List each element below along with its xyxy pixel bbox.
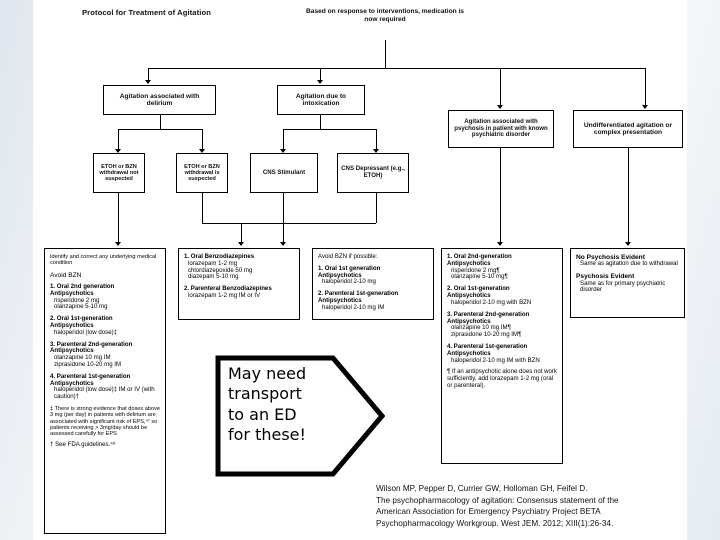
arrow-branch4 bbox=[642, 105, 648, 109]
delirium-footnote-2: † See FDA guidelines.⁴⁸ bbox=[50, 441, 116, 449]
branch-box-intoxication[interactable] bbox=[277, 85, 365, 115]
branch-box-psychosis[interactable] bbox=[448, 110, 554, 148]
treatment-box-delirium[interactable] bbox=[44, 248, 166, 534]
connector-to-treat1 bbox=[118, 193, 119, 244]
connector-delirium-split bbox=[118, 129, 202, 130]
connector-to-treat4 bbox=[500, 148, 501, 244]
psych-item-1-class: Antipsychotics bbox=[447, 259, 491, 267]
arrow-treat1 bbox=[115, 242, 121, 246]
callout-transport[interactable] bbox=[215, 355, 385, 477]
withdrawal-item-2-drug-1: lorazepam 1-2 mg IM or IV bbox=[188, 292, 261, 300]
delirium-item-1-num: 1. Oral 2nd generation bbox=[50, 282, 115, 290]
delirium-item-1-drug-2: olanzapine 5-10 mg bbox=[54, 303, 108, 311]
branch-box-delirium[interactable] bbox=[103, 85, 216, 115]
callout-line-4: for these! bbox=[228, 425, 306, 445]
psych-item-3-drug-1: olanzapine 10 mg IM¶ bbox=[451, 324, 511, 332]
treatment-box-psychiatric[interactable] bbox=[441, 248, 563, 464]
delirium-item-3-class: Antipsychotics bbox=[50, 347, 94, 355]
connector-to-treat5 bbox=[628, 148, 629, 244]
undiff-group-2-head: Psychosis Evident bbox=[576, 273, 635, 281]
arrow-branch1 bbox=[145, 80, 151, 84]
connector-sub1 bbox=[118, 129, 119, 150]
citation-line-4: Psychopharmacology Workgroup. West JEM. 2012; XIII(1):26-34. bbox=[376, 518, 614, 528]
stimulant-item-2-class: Antipsychotics bbox=[318, 297, 362, 305]
connector-sub2 bbox=[202, 129, 203, 150]
delirium-avoid: Avoid BZN bbox=[50, 271, 82, 279]
callout-line-1: May need bbox=[228, 364, 307, 383]
arrow-treat3 bbox=[280, 242, 286, 246]
connector-sub3 bbox=[283, 129, 284, 150]
arrow-treat4 bbox=[497, 242, 503, 246]
connector-to-treat2 bbox=[241, 223, 242, 244]
connector-branch4 bbox=[645, 68, 646, 106]
connector-sub4-down bbox=[376, 193, 377, 223]
connector-to-treat3 bbox=[283, 193, 284, 244]
delirium-item-2-class: Antipsychotics bbox=[50, 321, 94, 329]
branch-label-psychosis: Agitation associated with psychosis in patient with known psychiatric disorder bbox=[454, 117, 548, 139]
psych-item-3-drug-2: ziprasidone 10-20 mg IM¶ bbox=[451, 331, 522, 339]
connector-branch3 bbox=[500, 68, 501, 106]
delirium-item-3-num: 3. Parenteral 2nd-generation bbox=[50, 340, 133, 348]
connector-sub2-down bbox=[202, 193, 203, 223]
psych-footnote-1: ¶ If an antipsychotic alone does not work sufficiently, add lorazepam 1-2 mg (oral or parenteral). bbox=[447, 368, 557, 389]
connector-delirium-down bbox=[160, 115, 161, 129]
subbranch-label-etoh-not-suspected: ETOH or BZN withdrawal not suspected bbox=[99, 163, 139, 183]
psych-item-4-drug-1: haloperidol 2-10 mg IM with BZN bbox=[451, 356, 540, 364]
callout-text bbox=[228, 364, 340, 446]
delirium-item-1-drug-1: risperidone 2 mg bbox=[54, 296, 100, 304]
delirium-item-4-class: Antipsychotics bbox=[50, 379, 94, 387]
psych-item-3-num: 3. Parenteral 2nd-generation bbox=[447, 310, 530, 318]
stimulant-item-2-drug-1: haloperidol 2-10 mg IM bbox=[322, 303, 385, 311]
undiff-group-1-body: Same as agitation due to withdrawal bbox=[580, 260, 678, 268]
arrow-treat2 bbox=[238, 242, 244, 246]
connector-withdrawal-merge bbox=[202, 223, 376, 224]
flow-entry-note: Based on response to interventions, medication is now required bbox=[306, 8, 464, 24]
withdrawal-item-1-drug-2: chlordiazepoxide 50 mg bbox=[188, 266, 253, 274]
withdrawal-item-1-num: 1. Oral Benzodiazepines bbox=[184, 253, 255, 260]
delirium-item-4-num: 4. Parenteral 1st-generation bbox=[50, 372, 131, 380]
branch-label-intoxication: Agitation due to intoxication bbox=[295, 92, 347, 107]
citation-line-2: The psychopharmacology of agitation: Consensus statement of the bbox=[376, 495, 619, 505]
subbranch-box-cns-stimulant[interactable] bbox=[250, 153, 318, 193]
psych-item-4-class: Antipsychotics bbox=[447, 349, 491, 357]
citation bbox=[376, 483, 696, 530]
subbranch-label-etoh-suspected: ETOH or BZN withdrawal is suspected bbox=[184, 163, 220, 183]
stimulant-item-2-num: 2. Parenteral 1st-generation bbox=[318, 290, 399, 298]
branch-box-undifferentiated[interactable] bbox=[573, 110, 683, 148]
arrow-branch2 bbox=[317, 80, 323, 84]
connector-entry-down bbox=[385, 40, 386, 68]
psych-item-2-drug-1: haloperidol 2-10 mg with BZN bbox=[451, 298, 532, 306]
delirium-item-1-class: Antipsychotics bbox=[50, 289, 94, 297]
stimulant-intro: Avoid BZN if possible: bbox=[318, 253, 378, 260]
psych-item-4-num: 4. Parenteral 1st-generation bbox=[447, 342, 528, 350]
treatment-box-stimulant[interactable] bbox=[312, 248, 434, 320]
stimulant-item-1-num: 1. Oral 1st generation bbox=[318, 264, 381, 272]
psych-item-1-num: 1. Oral 2nd-generation bbox=[447, 253, 512, 260]
subbranch-box-cns-depressant[interactable] bbox=[337, 153, 409, 193]
psych-item-1-drug-2: olanzapine 5-10 mg¶ bbox=[451, 273, 508, 281]
withdrawal-item-1-drug-1: lorazepam 1-2 mg bbox=[188, 259, 238, 267]
treatment-box-withdrawal[interactable] bbox=[178, 248, 300, 320]
connector-intox-split bbox=[283, 129, 376, 130]
undiff-group-1-head: No Psychosis Evident bbox=[576, 254, 645, 261]
stimulant-item-1-drug-1: haloperidol 2-10 mg bbox=[322, 278, 376, 286]
delirium-intro: Identify and correct any underlying medical condition bbox=[50, 254, 157, 267]
delirium-item-4-drug-1: haloperidol (low dose)‡ IM or IV (with caution)† bbox=[54, 386, 155, 401]
subbranch-label-cns-depressant: CNS Depressant (e.g., ETOH) bbox=[341, 165, 405, 179]
callout-line-2: transport bbox=[228, 384, 302, 404]
psych-item-2-num: 2. Oral 1st-generation bbox=[447, 285, 510, 293]
delirium-item-2-drug-1: haloperidol (low dose)‡ bbox=[54, 328, 118, 336]
delirium-item-2-num: 2. Oral 1st-generation bbox=[50, 315, 113, 323]
psych-item-3-class: Antipsychotics bbox=[447, 317, 491, 325]
subbranch-box-etoh-suspected[interactable] bbox=[176, 153, 228, 193]
arrow-branch3 bbox=[497, 105, 503, 109]
withdrawal-item-1-drug-3: diazepam 5-10 mg bbox=[188, 273, 239, 281]
connector-distributor bbox=[148, 68, 645, 69]
connector-sub4 bbox=[376, 129, 377, 150]
connector-intox-down bbox=[320, 115, 321, 129]
callout-line-3: to an ED bbox=[228, 404, 297, 424]
branch-label-undifferentiated: Undifferentiated agitation or complex presentation bbox=[583, 121, 673, 136]
arrow-treat5 bbox=[625, 242, 631, 246]
delirium-item-3-drug-1: olanzapine 10 mg IM bbox=[54, 354, 111, 362]
treatment-box-undifferentiated[interactable] bbox=[570, 248, 685, 318]
withdrawal-item-2-num: 2. Parenteral Benzodiazepines bbox=[184, 285, 272, 293]
psych-item-1-drug-1: risperidone 2 mg¶ bbox=[451, 266, 500, 274]
subbranch-box-etoh-not-suspected[interactable] bbox=[93, 153, 145, 193]
delirium-item-3-drug-2: ziprasidone 10-20 mg IM bbox=[54, 361, 122, 368]
delirium-footnote-1: ‡ There is strong evidence that doses above 3 mg (per day) in patients with delirium are associated with significant risk of EPS,⁴⁷ so patients receiving > 3mg/day should be assessed carefully for EPS bbox=[50, 406, 160, 438]
branch-label-delirium: Agitation associated with delirium bbox=[119, 92, 200, 107]
undiff-group-2-body: Same as for primary psychiatric disorder bbox=[580, 279, 666, 294]
psych-item-2-class: Antipsychotics bbox=[447, 292, 491, 300]
subbranch-label-cns-stimulant: CNS Stimulant bbox=[262, 168, 306, 176]
stimulant-item-1-class: Antipsychotics bbox=[318, 271, 362, 279]
citation-line-3: American Association for Emergency Psychiatry Project BETA bbox=[376, 507, 601, 517]
citation-line-1: Wilson MP, Pepper D, Currier GW, Holloman GH, Feifel D. bbox=[376, 484, 588, 493]
page-title: Protocol for Treatment of Agitation bbox=[82, 8, 211, 17]
